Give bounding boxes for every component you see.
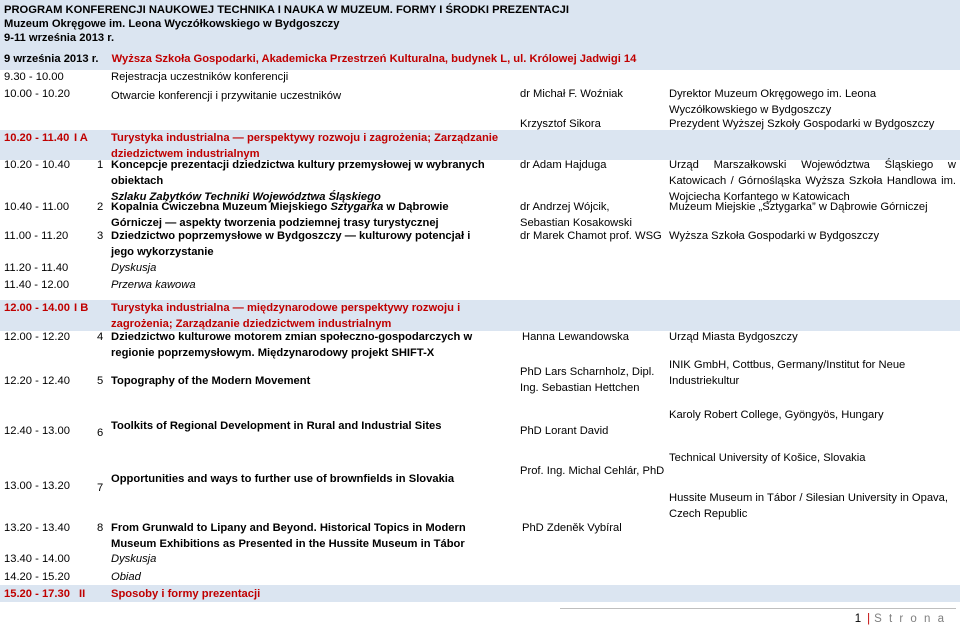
- row-speaker: PhD Zdeněk Vybíral: [522, 522, 622, 534]
- talk-title-main: Koncepcje prezentacji dziedzictwa kultury przemysłowej w wybranych obiektach: [111, 159, 485, 187]
- talk-subtitle: Szlaku Zabytków Techniki Województwa Śląskiego: [111, 191, 381, 203]
- talk-title: Toolkits of Regional Development in Rural and Industrial Sites: [111, 420, 442, 432]
- row-time: 10.20 - 10.40: [4, 159, 70, 171]
- session-title: Turystyka industrialna — perspektywy rozwoju i zagrożenia; Zarządzanie dziedzictwem industrialnym: [111, 132, 499, 160]
- talk-title-part: Kopalnia Ćwiczebna Muzeum Miejskiego: [111, 201, 331, 213]
- row-institution: Technical University of Košice, Slovakia: [669, 452, 866, 464]
- conference-title: PROGRAM KONFERENCJI NAUKOWEJ TECHNIKA I NAUKA W MUZEUM. FORMY I ŚRODKI PREZENTACJI: [4, 4, 569, 16]
- row-institution: Urząd Marszałkowski Województwa Śląskiego w Katowicach / Górnośląska Wyższa Szkoła Handlowa im. Wojciecha Korfantego w Katowicach: [669, 159, 956, 203]
- row-speaker: PhD Lorant David: [520, 425, 609, 437]
- footer-rule: [560, 608, 956, 609]
- talk-number: 7: [97, 482, 104, 494]
- row-institution: Dyrektor Muzeum Okręgowego im. Leona Wyczółkowskiego w Bydgoszczy: [669, 88, 877, 116]
- session-row: [0, 300, 960, 331]
- row-institution: Urząd Miasta Bydgoszczy: [669, 331, 798, 343]
- session-row: [0, 130, 960, 160]
- talk-number: 6: [97, 427, 104, 439]
- talk-number: 8: [97, 522, 104, 534]
- museum-name: Muzeum Okręgowe im. Leona Wyczółkowskiego w Bydgoszczy: [4, 18, 340, 30]
- row-time: 14.20 - 15.20: [4, 571, 70, 583]
- row-speaker: PhD Lars Scharnholz, Dipl. Ing. Sebastian Hettchen: [520, 366, 655, 394]
- page-label: S t r o n a: [874, 613, 946, 625]
- header-band: [0, 0, 960, 70]
- row-time: 11.40 - 12.00: [4, 279, 70, 291]
- row-time: 10.20 - 11.40: [4, 132, 70, 144]
- row-time: 11.20 - 11.40: [4, 262, 69, 274]
- row-time: 13.00 - 13.20: [4, 480, 70, 492]
- row-time: 12.40 - 13.00: [4, 425, 70, 437]
- talk-title-part: w Dąbrowie Górniczej — aspekty tworzenia podziemnej trasy turystycznej: [111, 201, 449, 229]
- row-time: 12.20 - 12.40: [4, 375, 70, 387]
- talk-title: Dziedzictwo poprzemysłowe w Bydgoszczy — kulturowy potencjał i jego wykorzystanie: [111, 230, 471, 258]
- row-time: 12.00 - 14.00: [4, 302, 70, 314]
- talk-number: 3: [97, 230, 104, 242]
- row-title: Obiad: [111, 571, 141, 583]
- row-time: 13.20 - 13.40: [4, 522, 70, 534]
- row-institution: Muzeum Miejskie „Sztygarka” w Dąbrowie Górniczej: [669, 201, 928, 213]
- row-speaker: Prof. Ing. Michal Cehlár, PhD: [520, 465, 665, 477]
- row-institution: Hussite Museum in Tábor / Silesian University in Opava, Czech Republic: [669, 492, 948, 520]
- session-title: Sposoby i formy prezentacji: [111, 588, 261, 600]
- talk-number: 2: [97, 201, 104, 213]
- row-time: 11.00 - 11.20: [4, 230, 69, 242]
- row-title: Otwarcie konferencji i przywitanie uczestników: [111, 90, 342, 102]
- venue-date: 9 września 2013 r.: [4, 53, 99, 65]
- page-footer: [855, 611, 946, 627]
- row-time: 10.00 - 10.20: [4, 88, 70, 100]
- session-title: Turystyka industrialna — międzynarodowe perspektywy rozwoju i zagrożenia; Zarządzanie dziedzictwem industrialnym: [111, 302, 461, 330]
- row-speaker: dr Adam Hajduga: [520, 159, 607, 171]
- row-title: Rejestracja uczestników konferencji: [111, 71, 289, 83]
- row-time: 10.40 - 11.00: [4, 201, 70, 213]
- footer-separator: |: [867, 613, 871, 625]
- session-number: I A: [74, 132, 88, 144]
- row-title: Dyskusja: [111, 553, 157, 565]
- talk-title: Dziedzictwo kulturowe motorem zmian społeczno-gospodarczych w regionie poprzemysłowym. Międzynarodowy projekt SHIFT-X: [111, 331, 473, 359]
- talk-number: 1: [97, 159, 104, 171]
- talk-number: 5: [97, 375, 104, 387]
- row-speaker: dr Marek Chamot prof. WSG: [520, 230, 662, 242]
- venue-place: Wyższa Szkoła Gospodarki, Akademicka Przestrzeń Kulturalna, budynek L, ul. Królowej Jadwigi 14: [111, 53, 637, 65]
- talk-title-italic: Sztygarka: [330, 201, 384, 213]
- talk-title: Opportunities and ways to further use of brownfields in Slovakia: [111, 473, 455, 485]
- row-institution: Karoly Robert College, Gyöngyös, Hungary: [669, 409, 884, 421]
- venue-line: [4, 51, 636, 67]
- row-time: 13.40 - 14.00: [4, 553, 70, 565]
- row-speaker: dr Andrzej Wójcik, Sebastian Kosakowski: [520, 201, 632, 229]
- talk-title: From Grunwald to Lipany and Beyond. Historical Topics in Modern Museum Exhibitions as Presented in the Hussite Museum in Tábor: [111, 522, 466, 550]
- session-number: II: [79, 588, 86, 600]
- row-title: Przerwa kawowa: [111, 279, 196, 291]
- row-time: 12.00 - 12.20: [4, 331, 70, 343]
- talk-title: [111, 199, 481, 231]
- row-title: Dyskusja: [111, 262, 157, 274]
- row-institution: INIK GmbH, Cottbus, Germany/Institut for Neue Industriekultur: [669, 359, 906, 387]
- session-number: I B: [74, 302, 89, 314]
- row-speaker: dr Michał F. Woźniak: [520, 88, 623, 100]
- row-time: 15.20 - 17.30: [4, 588, 70, 600]
- talk-title: [111, 157, 506, 205]
- row-speaker: Hanna Lewandowska: [522, 331, 629, 343]
- talk-number: 4: [97, 331, 104, 343]
- row-institution: Wyższa Szkoła Gospodarki w Bydgoszczy: [669, 230, 880, 242]
- row-time: 9.30 - 10.00: [4, 71, 64, 83]
- talk-title: Topography of the Modern Movement: [111, 375, 311, 387]
- row-speaker: Krzysztof Sikora: [520, 118, 601, 130]
- row-institution: Prezydent Wyższej Szkoły Gospodarki w Bydgoszczy: [669, 118, 935, 130]
- conference-dates: 9-11 września 2013 r.: [4, 32, 115, 44]
- page-number: 1: [854, 613, 864, 625]
- session-row: [0, 585, 960, 602]
